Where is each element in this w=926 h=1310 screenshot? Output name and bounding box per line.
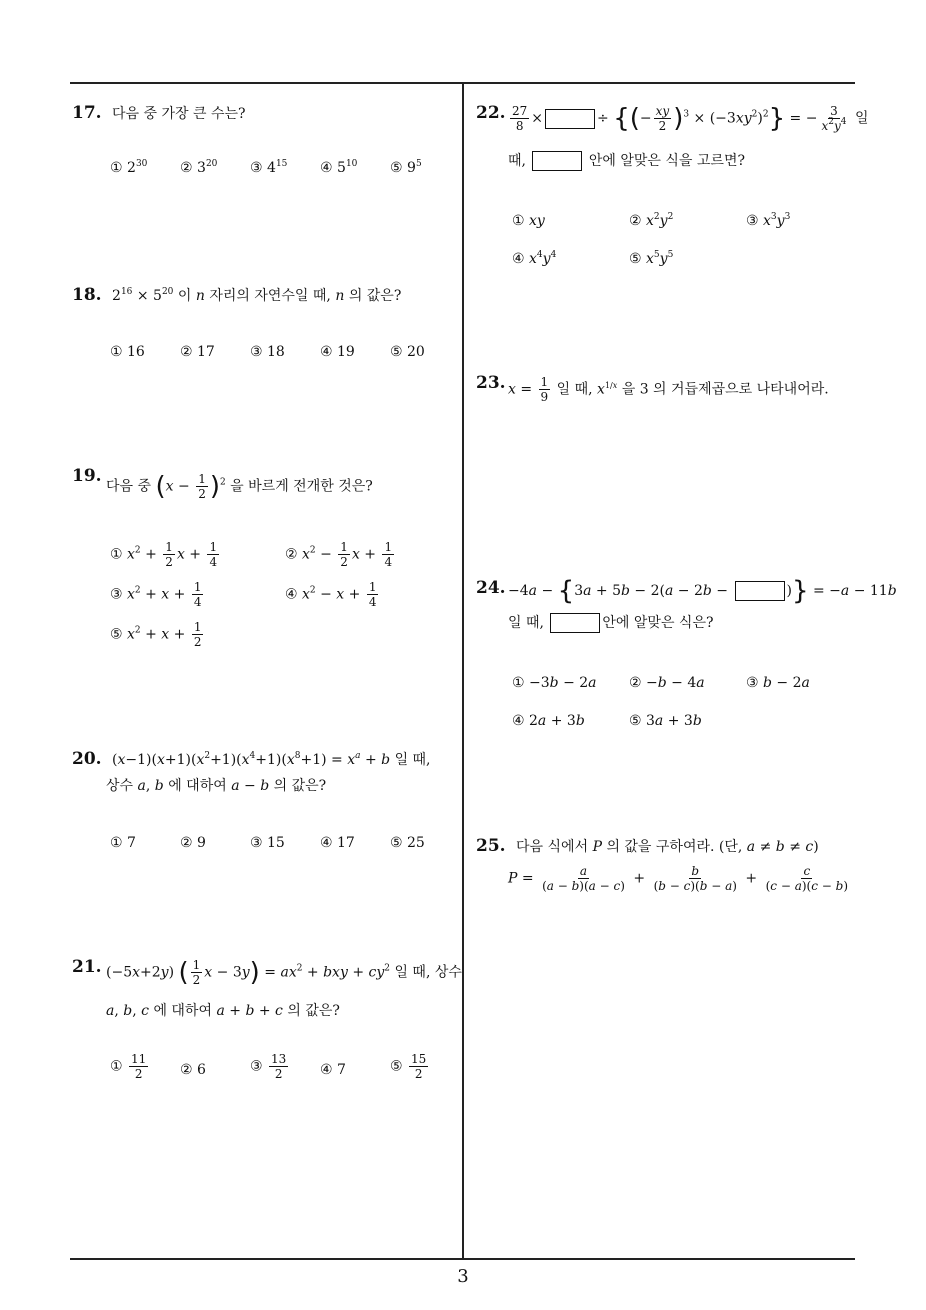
- choice-3[interactable]: ③ $x^2 + x$ + $\frac{1}{4}$: [110, 580, 202, 609]
- question-21: [72, 957, 108, 977]
- choice-4[interactable]: ④ 19: [320, 344, 355, 360]
- answer-box: [532, 151, 582, 171]
- choice-5[interactable]: ⑤ $9^5$: [390, 159, 422, 176]
- choice-2[interactable]: ② $x^2$ − $\frac{1}{2}$ x + $\frac{1}{4}$: [285, 540, 393, 569]
- question-stem-23: x = $\frac{1}{9}$ 일 때, $x^{1/x}$ 을 3 의 거듭제곱으로 나타내어라.: [508, 375, 829, 404]
- question-stem-21-line2: a, b, c 에 대하여 a + b + c 의 값은?: [106, 1003, 340, 1019]
- answer-box: [550, 613, 600, 633]
- question-17: [72, 103, 246, 125]
- question-number: 22.: [476, 103, 506, 123]
- choice-4[interactable]: ④ $5^{10}$: [320, 159, 358, 176]
- choice-1[interactable]: ① −3b − 2a: [512, 675, 597, 691]
- choice-1[interactable]: ① $2^{30}$: [110, 159, 148, 176]
- column-divider: [462, 82, 464, 1260]
- choice-4[interactable]: ④ 17: [320, 835, 355, 851]
- choice-5[interactable]: ⑤ $x^2 + x$ + $\frac{1}{2}$: [110, 620, 202, 649]
- question-18: [72, 285, 401, 307]
- choice-2[interactable]: ② 17: [180, 344, 215, 360]
- answer-box: [545, 109, 595, 129]
- question-22: [476, 103, 512, 123]
- choice-1[interactable]: ① 7: [110, 835, 136, 851]
- question-stem-22-line2: 때, 안에 알맞은 식을 고르면?: [508, 153, 745, 169]
- question-stem-24-line2: 일 때, 안에 알맞은 식은?: [508, 615, 714, 631]
- choice-2[interactable]: ② $x^2y^2$: [629, 212, 674, 229]
- question-number: 23.: [476, 373, 506, 393]
- choice-5[interactable]: ⑤ 3a + 3b: [629, 713, 702, 729]
- question-stem-19: 다음 중 (x − $\frac{1}{2}$ )$^2$ 을 바르게 전개한 것은?: [106, 471, 373, 502]
- question-number: 21.: [72, 957, 102, 977]
- choice-1[interactable]: ① $x^2$ + $\frac{1}{2}$ x + $\frac{1}{4}$: [110, 540, 218, 569]
- choice-4[interactable]: ④ 2a + 3b: [512, 713, 585, 729]
- choice-4[interactable]: ④ 7: [320, 1062, 346, 1078]
- question-stem-20-line2: 상수 a, b 에 대하여 a − b 의 값은?: [106, 778, 327, 794]
- choice-3[interactable]: ③ $4^{15}$: [250, 159, 288, 176]
- answer-box: [735, 581, 785, 601]
- choice-3[interactable]: ③ $\frac{13}{2}$: [250, 1052, 287, 1081]
- choice-1[interactable]: ① 16: [110, 344, 145, 360]
- choice-4[interactable]: ④ $x^4y^4$: [512, 250, 557, 267]
- question-number: 17.: [72, 103, 102, 123]
- question-25: [476, 836, 819, 858]
- question-24: [476, 578, 512, 598]
- question-25-formula: P = $\frac{a}{(a - b)(a - c)}$ + $\frac{b}{(b - c)(b - a)}$ + $\frac{c}{(c - a)(c - b)}$: [508, 864, 849, 893]
- question-number: 25.: [476, 836, 506, 856]
- question-stem-21: (−5x+2y) ( $\frac{1}{2}$ $x - 3y) = ax^2$ + bxy + $cy^2$ 일 때, 상수: [106, 957, 462, 988]
- question-stem: $(x-1)(x+1)(x^2+1)(x^4+1)(x^8+1) = x^a + b$ 일 때,: [112, 751, 431, 768]
- question-20: [72, 749, 431, 771]
- question-stem: 다음 식에서 P 의 값을 구하여라. (단, a ≠ b ≠ c): [516, 839, 819, 855]
- choice-5[interactable]: ⑤ 20: [390, 344, 425, 360]
- choice-2[interactable]: ② −b − 4a: [629, 675, 705, 691]
- question-23: [476, 373, 512, 393]
- choice-2[interactable]: ② $3^{20}$: [180, 159, 218, 176]
- choice-3[interactable]: ③ b − 2a: [746, 675, 810, 691]
- choice-1[interactable]: ① xy: [512, 213, 545, 229]
- question-19: [72, 466, 108, 486]
- question-number: 18.: [72, 285, 102, 305]
- question-stem: $2^{16} \times 5^{20}$ 이 n 자리의 자연수일 때, n 의 값은?: [112, 287, 402, 304]
- choice-2[interactable]: ② 9: [180, 835, 206, 851]
- choice-3[interactable]: ③ $x^3y^3$: [746, 212, 791, 229]
- question-number: 19.: [72, 466, 102, 486]
- choice-1[interactable]: ① $\frac{11}{2}$: [110, 1052, 147, 1081]
- question-number: 20.: [72, 749, 102, 769]
- choice-3[interactable]: ③ 15: [250, 835, 285, 851]
- choice-5[interactable]: ⑤ $\frac{15}{2}$: [390, 1052, 427, 1081]
- choice-2[interactable]: ② 6: [180, 1062, 206, 1078]
- question-stem-22: $\frac{27}{8}$ × ÷ {(− $\frac{xy}{2}$ )$^3 \times (-3xy^2)^2$} = − $\frac{3}{x^2y^4}$ 일: [512, 103, 869, 134]
- choice-3[interactable]: ③ 18: [250, 344, 285, 360]
- question-stem: 다음 중 가장 큰 수는?: [112, 106, 246, 122]
- choice-5[interactable]: ⑤ 25: [390, 835, 425, 851]
- question-stem-24: −4a − {3a + 5b − 2(a − 2b − )} = −a − 11b: [508, 576, 897, 606]
- choice-5[interactable]: ⑤ $x^5y^5$: [629, 250, 674, 267]
- question-number: 24.: [476, 578, 506, 598]
- page-number: 3: [457, 1266, 469, 1287]
- choice-4[interactable]: ④ $x^2 - x$ + $\frac{1}{4}$: [285, 580, 377, 609]
